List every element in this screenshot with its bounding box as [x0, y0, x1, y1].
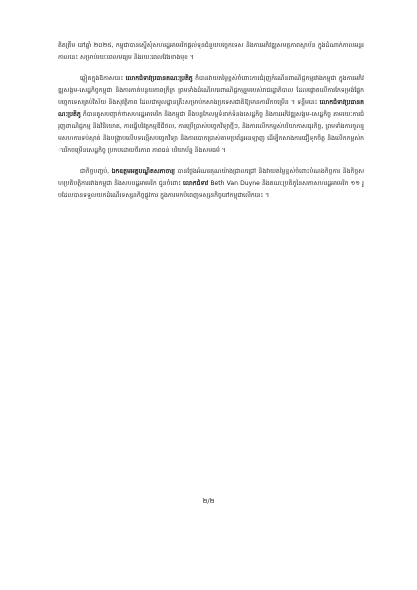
page-number: ២/២: [202, 497, 215, 505]
paragraph-2: [58, 73, 364, 157]
academician-title: ឯកឧត្តមអគ្គបណ្ឌិតសភាចារ្យ: [111, 168, 175, 175]
paragraph-2-run-5: ក៏បានគូសបញ្ជាក់ថាសហរដ្ឋអាមេរិក និងកម្ពុជា នឹងបន្តកែលម្អទំនាក់ទំនងសេដ្ឋកិច្ច និងការអភិវឌ្ឍសង្គម-សេដ្ឋកិច្ច តាមរយៈការជំរុញពាណិជ្ជកម្ម និងវិនិយោគ, ការធ្វើបរិវត្តកម្មឌីជីថល, ការប្រើប្រាស់បច្ចេកវិទ្យាថ្មីៗ, និងការលើកកម្ពស់បរិយាកាសធុរកិច្ច, ព្រមទាំងការចូលរួមសហការទប់ស្កាត់ និងបង្ក្រាបលើបទល្មើសបច្ចេកវិទ្យា និងការបោកប្រាស់តាមប្រព័ន្ធអនឡាញ ដើម្បីកសាងការជឿទុកចិត្ត និងលើកកម្ពស់ការរីកចម្រើនសេដ្ឋកិច្ច ប្រកបដោយចីរភាព ភាពធន់ បរិយាប័ន្ន និងសមធម៌ ។: [58, 111, 364, 154]
paragraph-3: [58, 166, 364, 202]
paragraph-2-run-1: ឆ្លៀតក្នុងឱកាសនេះ: [80, 75, 126, 82]
madam-title: លោកជំទាវ: [183, 180, 209, 187]
delegation-head-title-repeat: លោកជំទាវប្រធានគណៈប្រតិភូ: [58, 99, 364, 118]
paragraph-3-run-1: ជាកិច្ចបញ្ចប់,: [80, 168, 112, 175]
paragraph-2-run-3: ក៏បានវាយតម្លៃខ្ពស់ចំពោះការជំរុញកំណើនពាណិជ្ជកម្មរវាងកម្ពុជា ក្នុងការអភិវឌ្ឍសង្គម-សេដ្ឋកិច្ចកម្ពុជា និងការកាត់បន្ថយភាពក្រីក្រ ព្រមទាំងដំណើរបរេពាណិជ្ជកម្មរួមរបស់រាជរដ្ឋាភិបាល ដែលផ្តោតលើការកែទម្រង់ផ្នែកបច្ចេកទេសគ្រប់វិស័យ និងសុវត្ថិភាព ដែលជាមូលដ្ឋានគ្រឹះសម្រាប់កសាងប្រទេសជាតិឱ្យមានការរីកចម្រើន ។ ទន្ទឹមនេះ: [58, 75, 364, 106]
paragraph-3-run-3: បានថ្លែងអំណរគុណយ៉ាងជ្រាលជ្រៅ និងវាយតម្លៃខ្ពស់ចំពោះបំណងកិច្ចការ និងកិច្ចសហប្រតិបត្តិការរវាងកម្ពុជា និងសហរដ្ឋអាមេរិក ជូនចំពោះ: [58, 168, 365, 187]
delegation-head-title: លោកជំទាវប្រធានគណៈប្រតិភូ: [125, 75, 193, 82]
document-body: [58, 40, 364, 202]
paragraph-1: [58, 40, 364, 64]
paragraph-1-text: គិតត្រឹម នៅឆ្នាំ ២០២៥, កម្ពុជាបានស្នើសុំសហរដ្ឋអាមេរិកផ្តល់ទុនជំនួយបច្ចេកទេស និងការអភិវឌ្ឍសមត្ថភាពស្ថាប័ន ក្នុងដំណាក់កាលអន្តរកាលនេះ សម្រាប់រយៈពេលមធ្យម និងរយៈពេលវែងខាងមុខ ។: [58, 42, 364, 61]
paragraph-3-run-5: Beth Van Duyne និងគណៈប្រតិភូនៃសភាសហរដ្ឋអាមេរិក ១១ រូបដែលបានទទួលយកដំណើរទស្សនកិច្ចផ្លូវការ ក្នុងការមកបំពេញទស្សនកិច្ចនៅកម្ពុជាលើកនេះ ។: [58, 180, 364, 199]
